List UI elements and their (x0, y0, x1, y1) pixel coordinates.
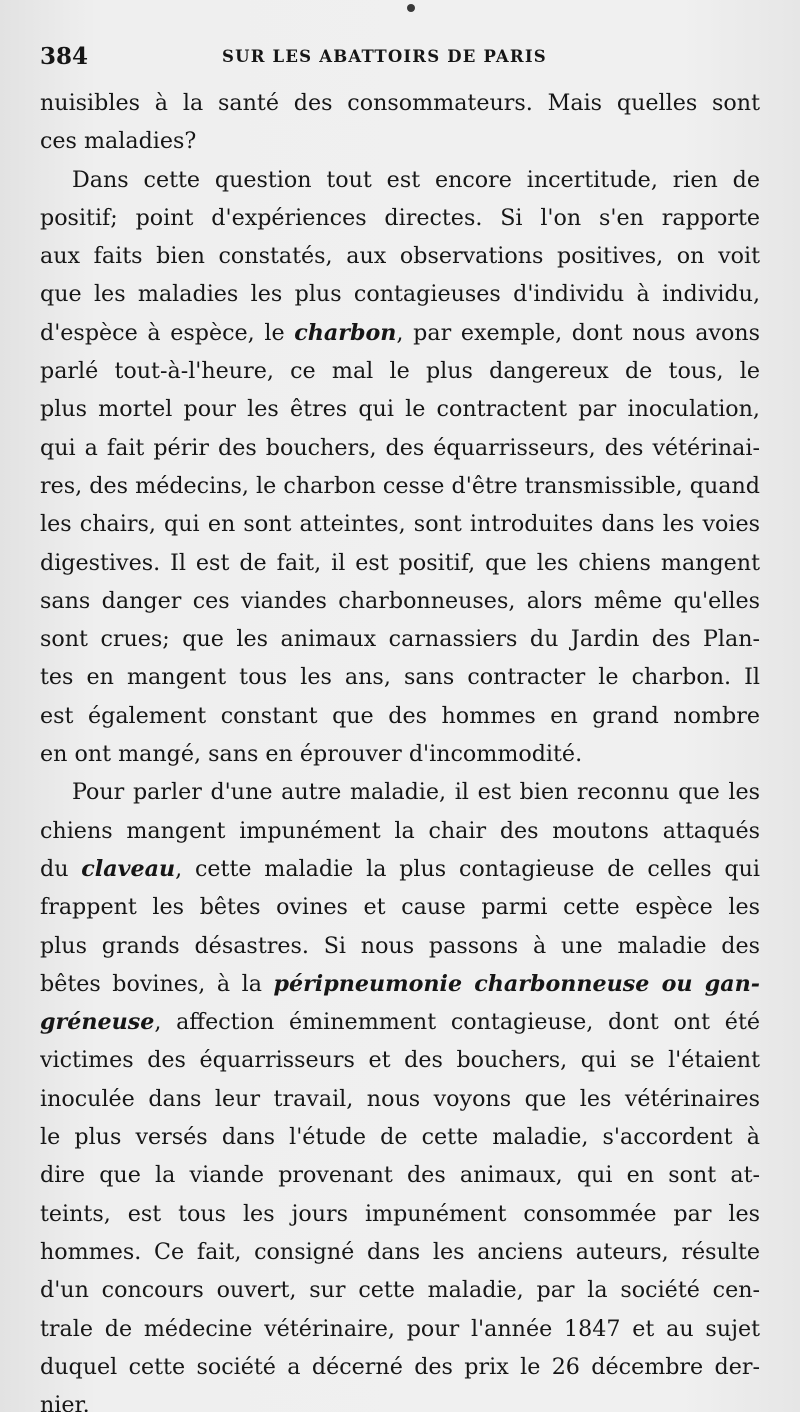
italic-term: gréneuse (40, 1009, 155, 1036)
text-line: trale de médecine vétérinaire, pour l'année 1847 et au sujet (40, 1315, 760, 1342)
running-head (40, 40, 760, 74)
page-number: 384 (40, 43, 89, 70)
text-line: nier. (40, 1392, 90, 1412)
italic-term: charbon (294, 319, 397, 346)
text-line: du claveau, cette maladie la plus contagieuse de celles qui (40, 855, 760, 882)
text-line: sont crues; que les animaux carnassiers du Jardin des Plan- (40, 626, 760, 653)
text-line: aux faits bien constatés, aux observations positives, on voit (40, 243, 760, 270)
text-line: ces maladies? (40, 128, 197, 155)
text-line: sans danger ces viandes charbonneuses, alors même qu'elles (40, 587, 760, 614)
text-line: que les maladies les plus contagieuses d'individu à individu, (40, 281, 760, 308)
ink-speck (407, 4, 415, 12)
running-title: SUR LES ABATTOIRS DE PARIS (222, 47, 547, 66)
text-line: hommes. Ce fait, consigné dans les anciens auteurs, résulte (40, 1238, 760, 1265)
text-line: teints, est tous les jours impunément consommée par les (40, 1200, 760, 1227)
text-line: victimes des équarrisseurs et des bouchers, qui se l'étaient (40, 1047, 760, 1074)
text-line: frappent les bêtes ovines et cause parmi cette espèce les (40, 894, 760, 921)
text-line: plus mortel pour les êtres qui le contractent par inoculation, (40, 396, 760, 423)
text-line: chiens mangent impunément la chair des moutons attaqués (40, 817, 760, 844)
text-line: Pour parler d'une autre maladie, il est bien reconnu que les (72, 779, 760, 806)
text-line: Dans cette question tout est encore incertitude, rien de (72, 166, 760, 193)
italic-term: claveau (81, 855, 176, 882)
text-line: inoculée dans leur travail, nous voyons que les vétérinaires (40, 1085, 760, 1112)
text-line: d'un concours ouvert, sur cette maladie, par la société cen- (40, 1277, 760, 1304)
text-line: d'espèce à espèce, le charbon, par exemple, dont nous avons (40, 319, 760, 346)
text-line: est également constant que des hommes en grand nombre (40, 702, 760, 729)
text-line: nuisibles à la santé des consommateurs. Mais quelles sont (40, 90, 760, 116)
text-line: digestives. Il est de fait, il est positif, que les chiens mangent (40, 549, 760, 576)
text-line: res, des médecins, le charbon cesse d'être transmissible, quand (40, 472, 760, 499)
body-text (40, 84, 760, 1412)
text-line: le plus versés dans l'étude de cette maladie, s'accordent à (40, 1124, 760, 1151)
text-line: bêtes bovines, à la péripneumonie charbonneuse ou gan- (40, 970, 760, 997)
text-line: gréneuse, affection éminemment contagieuse, dont ont été (40, 1009, 760, 1036)
text-line: qui a fait périr des bouchers, des équarrisseurs, des vétérinai- (40, 434, 760, 461)
text-line: parlé tout-à-l'heure, ce mal le plus dangereux de tous, le (40, 358, 760, 385)
text-line: les chairs, qui en sont atteintes, sont introduites dans les voies (40, 511, 760, 538)
text-line: plus grands désastres. Si nous passons à une maladie des (40, 932, 760, 959)
text-line: duquel cette société a décerné des prix le 26 décembre der- (40, 1353, 760, 1380)
text-line: tes en mangent tous les ans, sans contracter le charbon. Il (40, 664, 760, 691)
text-line: en ont mangé, sans en éprouver d'incommodité. (40, 741, 583, 768)
text-line: dire que la viande provenant des animaux, qui en sont at- (40, 1162, 760, 1189)
text-line: positif; point d'expériences directes. Si l'on s'en rapporte (40, 204, 760, 231)
italic-term: péripneumonie charbonneuse ou gan- (273, 970, 760, 997)
